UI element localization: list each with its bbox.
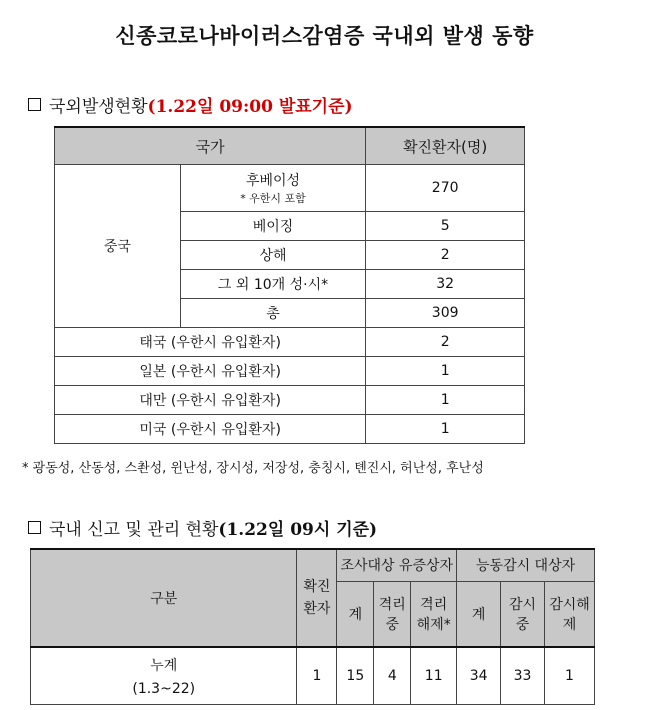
sub-monitor-released-header: 감시해 제 (545, 581, 595, 647)
country-value: 1 (366, 415, 525, 444)
overseas-footnote: * 광동성, 산동성, 스촨성, 윈난성, 장시성, 저장성, 충칭시, 톈진시, 허난성, 후난성 (22, 461, 484, 476)
country-name: 일본 (우한시 유입환자) (55, 357, 366, 386)
overseas-heading-text: 국외발생현황 (49, 97, 148, 117)
page-title: 신종코로나바이러스감염증 국내외 발생 동향 (115, 24, 534, 48)
country-value: 1 (366, 357, 525, 386)
inv-isolating-value: 4 (374, 647, 411, 705)
china-label: 중국 (55, 165, 181, 328)
mon-released-value: 1 (545, 647, 595, 705)
region-value: 5 (366, 212, 525, 241)
inv-total-value: 15 (337, 647, 374, 705)
mon-total-value: 34 (457, 647, 501, 705)
sub-total-header: 계 (337, 581, 374, 647)
mon-monitoring-value: 33 (501, 647, 545, 705)
region-name: 그 외 10개 성·시* (180, 270, 366, 299)
domestic-heading (28, 515, 377, 540)
col-category-header: 구분 (31, 549, 297, 647)
col-confirmed-header: 확진환자(명) (366, 127, 525, 165)
region-name: 상해 (180, 241, 366, 270)
region-name: 후베이성 (245, 173, 301, 189)
region-value: 309 (366, 299, 525, 328)
group-investigation-header: 조사대상 유증상자 (337, 549, 457, 581)
table-row (180, 165, 366, 212)
region-name: 총 (180, 299, 366, 328)
sub-released-header: 격리 해제* (411, 581, 457, 647)
table-row (31, 647, 595, 705)
sub-monitoring-header: 감시 중 (501, 581, 545, 647)
country-value: 2 (366, 328, 525, 357)
region-value: 32 (366, 270, 525, 299)
country-name: 미국 (우한시 유입환자) (55, 415, 366, 444)
inv-released-value: 11 (411, 647, 457, 705)
region-value: 270 (366, 165, 525, 212)
row-period: (1.3~22) (132, 681, 196, 697)
domestic-table (30, 548, 595, 705)
overseas-heading-date: (1.22일 09:00 발표기준) (147, 97, 353, 117)
domestic-heading-date: (1.22일 09시 기준) (218, 520, 378, 540)
row-label-cell (31, 647, 297, 705)
confirmed-value: 1 (297, 647, 337, 705)
overseas-heading (28, 92, 353, 117)
country-name: 대만 (우한시 유입환자) (55, 386, 366, 415)
region-value: 2 (366, 241, 525, 270)
domestic-heading-text: 국내 신고 및 관리 현황 (49, 520, 219, 540)
checkbox-square-icon (28, 98, 41, 111)
region-name: 베이징 (180, 212, 366, 241)
overseas-table (54, 126, 525, 444)
sub-isolating-header: 격리 중 (374, 581, 411, 647)
region-note: * 우한시 포함 (240, 192, 306, 205)
col-confirmed-header: 확진 환자 (297, 549, 337, 647)
checkbox-square-icon (28, 521, 41, 534)
col-country-header: 국가 (55, 127, 366, 165)
country-value: 1 (366, 386, 525, 415)
group-monitoring-header: 능동감시 대상자 (457, 549, 595, 581)
sub-total2-header: 계 (457, 581, 501, 647)
row-label: 누계 (150, 658, 178, 674)
country-name: 태국 (우한시 유입환자) (55, 328, 366, 357)
